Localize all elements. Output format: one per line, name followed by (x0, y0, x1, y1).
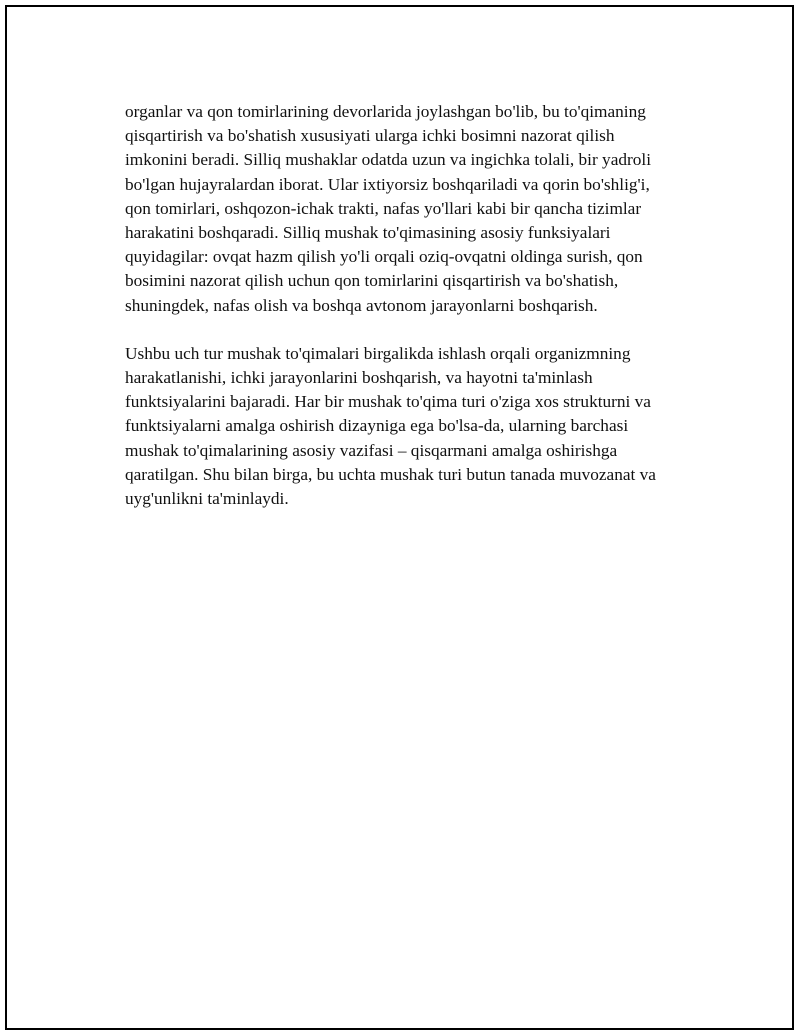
paragraph-smooth-muscle: organlar va qon tomirlarining devorlarida joylashgan bo'lib, bu to'qimaning qisqartirish va bo'shatish xususiyati ularga ichki bosimni nazorat qilish imkonini beradi. Silliq mushaklar odatda uzun va ingichka tolali, bir yadroli bo'lgan hujayralardan iborat. Ular ixtiyorsiz boshqariladi va qorin bo'shlig'i, qon tomirlari, oshqozon-ichak trakti, nafas yo'llari kabi bir qancha tizimlar harakatini boshqaradi. Silliq mushak to'qimasining asosiy funksiyalari quyidagilar: ovqat hazm qilish yo'li orqali oziq-ovqatni oldinga surish, qon bosimini nazorat qilish uchun qon tomirlarini qisqartirish va bo'shatish, shuningdek, nafas olish va boshqa avtonom jarayonlarni boshqarish. (125, 102, 652, 315)
paragraph-conclusion: Ushbu uch tur mushak to'qimalari birgalikda ishlash orqali organizmning harakatlanishi, ichki jarayonlarini boshqarish, va hayotni ta'minlash funktsiyalarini bajaradi. Har bir mushak to'qima turi o'ziga xos strukturni va funktsiyalarni amalga oshirish dizayniga ega bo'lsa-da, ularning barchasi mushak to'qimalarining asosiy vazifasi – qisqarmani amalga oshirishga qaratilgan. Shu bilan birga, bu uchta mushak turi butun tanada muvozanat va uyg'unlikni ta'minlaydi. (125, 343, 656, 509)
document-body (125, 100, 693, 535)
page-frame (5, 5, 794, 1030)
